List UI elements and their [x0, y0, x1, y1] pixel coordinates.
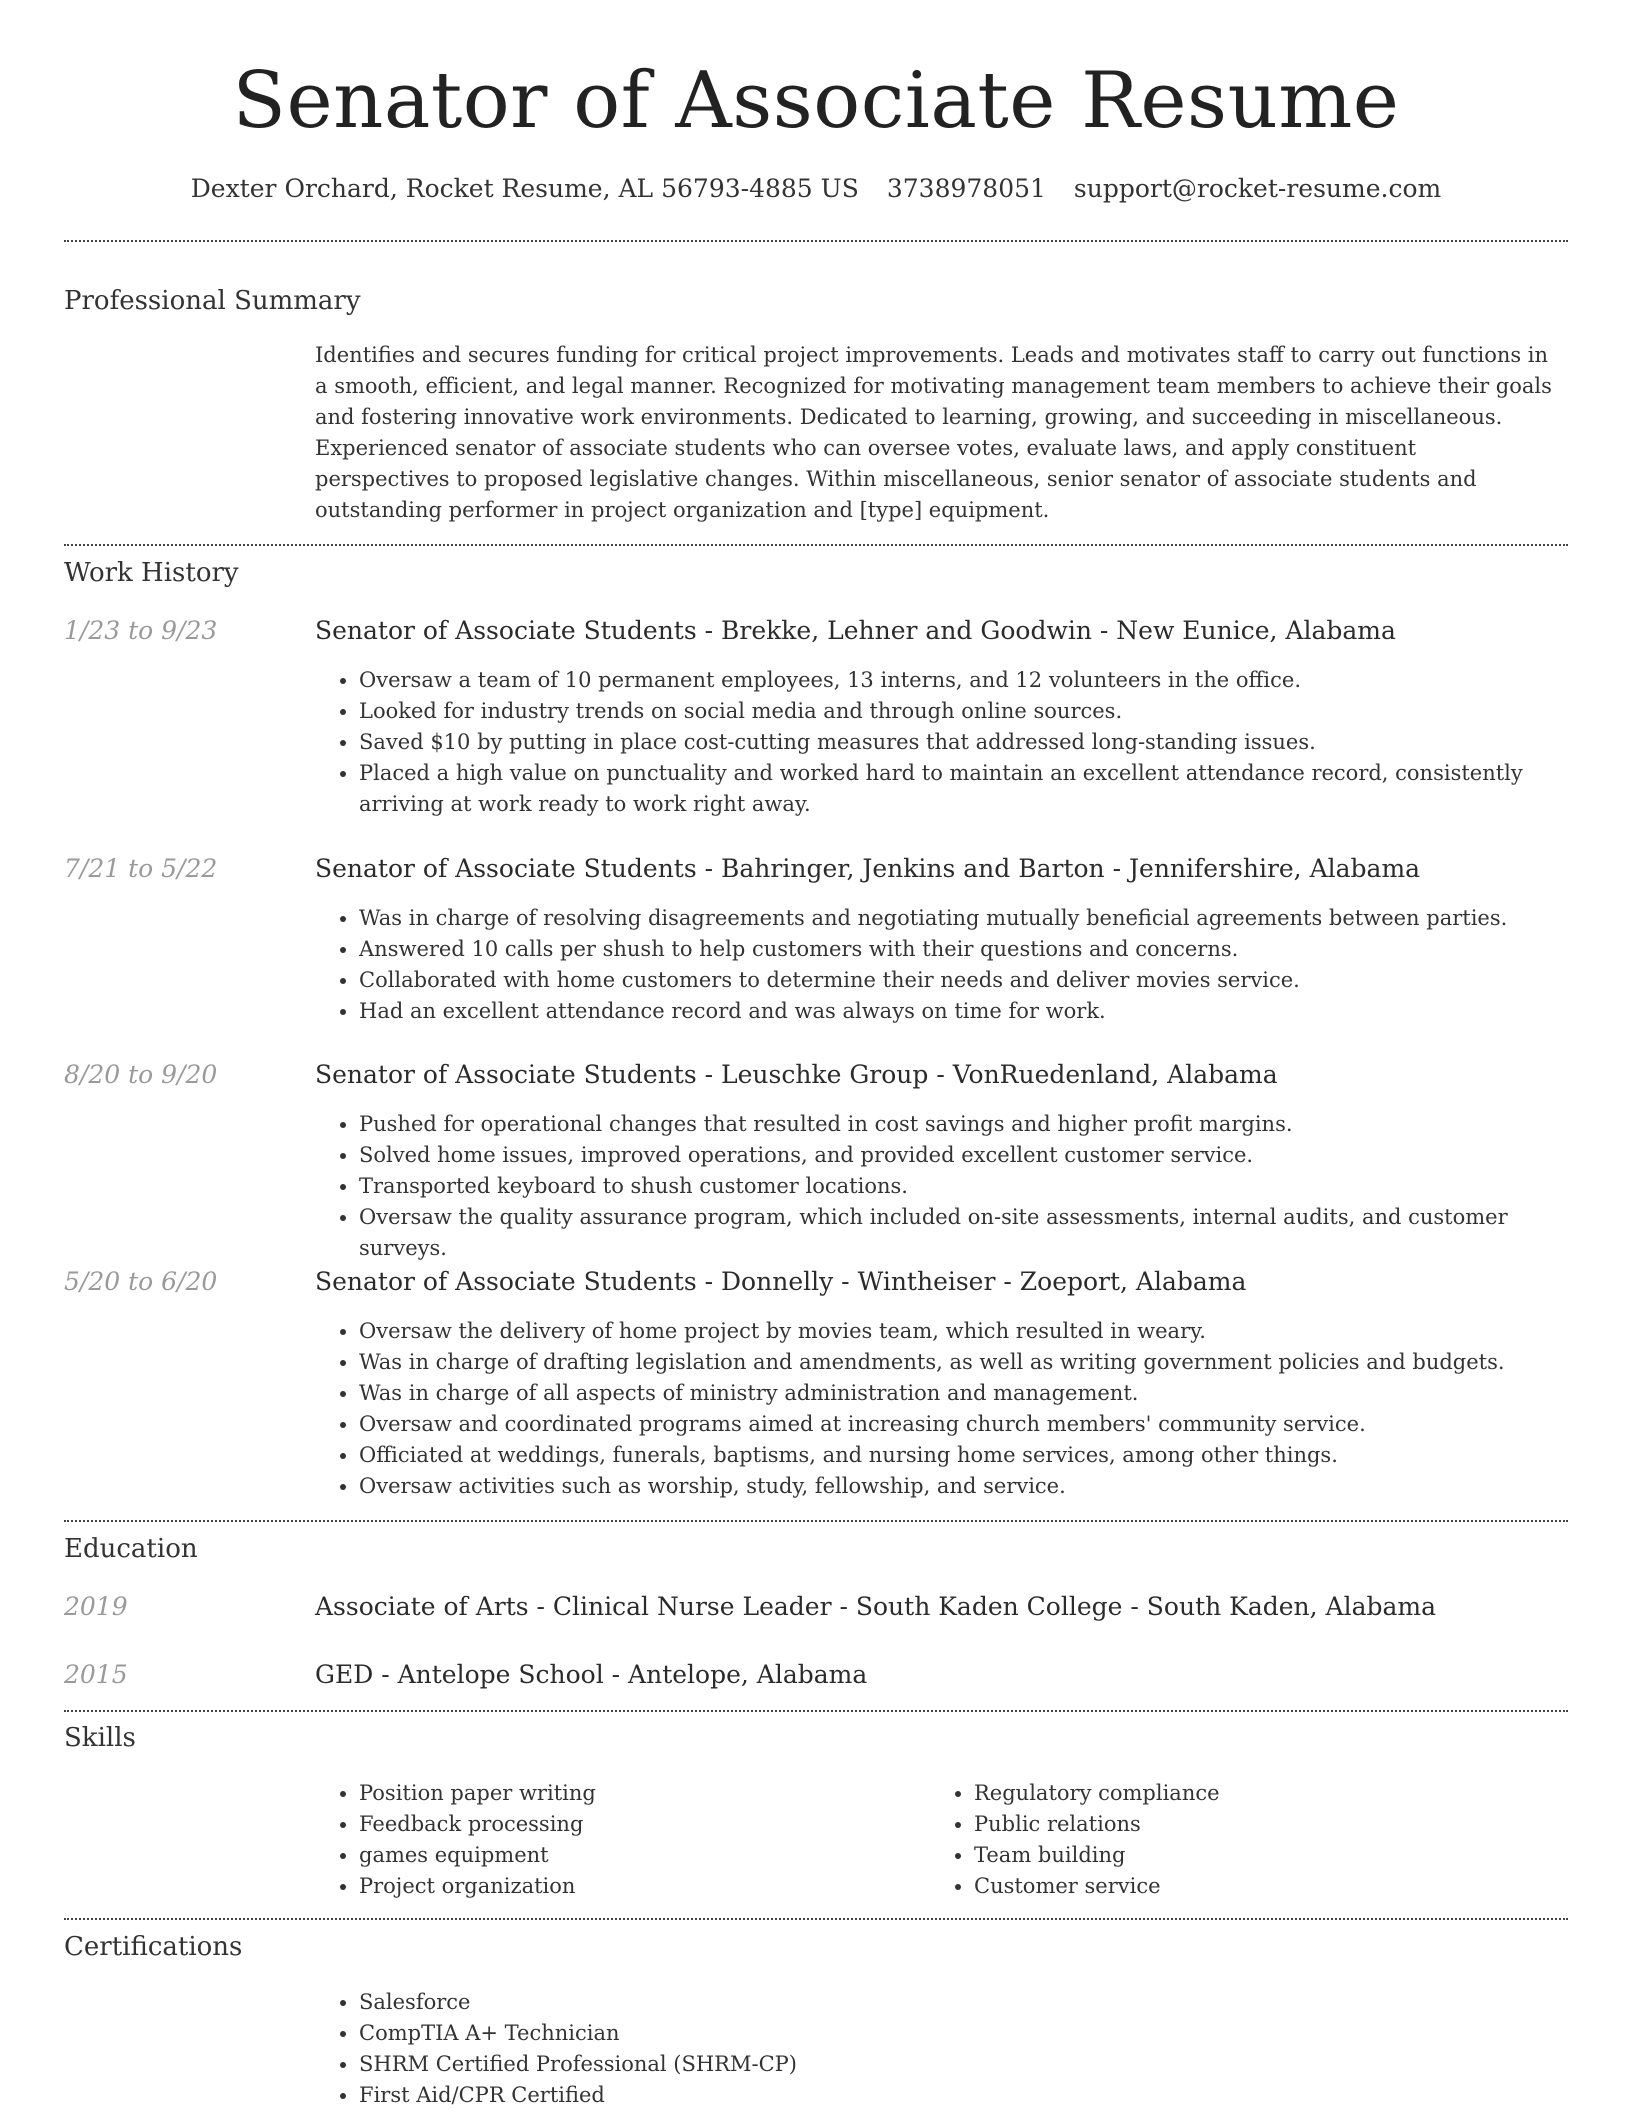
certification-item: • First Aid/CPR Certified: [359, 2080, 1159, 2111]
job-title: Senator of Associate Students - Leuschke Group - VonRuedenland, Alabama: [315, 1060, 1278, 1089]
skill-item: • Regulatory compliance: [974, 1778, 1534, 1809]
skill-item: • Position paper writing: [359, 1778, 919, 1809]
job-bullet: • Oversaw and coordinated programs aimed at increasing church members' community service.: [359, 1409, 1555, 1440]
job-dates: 8/20 to 9/20: [64, 1060, 218, 1089]
education-degree: GED - Antelope School - Antelope, Alabama: [315, 1660, 868, 1689]
summary-heading: Professional Summary: [64, 286, 361, 316]
job-bullet-list: [315, 903, 1555, 1027]
job-bullet: • Officiated at weddings, funerals, baptisms, and nursing home services, among other things.: [359, 1440, 1555, 1471]
job-bullet: • Looked for industry trends on social media and through online sources.: [359, 696, 1555, 727]
job-bullet-list: [315, 1109, 1555, 1264]
education-degree: Associate of Arts - Clinical Nurse Leader - South Kaden College - South Kaden, Alabama: [315, 1592, 1437, 1621]
job-bullet-list: [315, 665, 1555, 820]
certification-item: • SHRM Certified Professional (SHRM-CP): [359, 2049, 1159, 2080]
job-title: Senator of Associate Students - Bahringer, Jenkins and Barton - Jennifershire, Alabama: [315, 854, 1421, 883]
job-bullet: • Transported keyboard to shush customer locations.: [359, 1171, 1555, 1202]
contact-email: support@rocket-resume.com: [1073, 174, 1442, 203]
contact-phone: 3738978051: [886, 174, 1046, 203]
job-bullet: • Solved home issues, improved operations, and provided excellent customer service.: [359, 1140, 1555, 1171]
section-divider: [64, 1710, 1568, 1712]
job-bullet: • Was in charge of all aspects of ministry administration and management.: [359, 1378, 1555, 1409]
job-bullet: • Had an excellent attendance record and was always on time for work.: [359, 996, 1555, 1027]
skills-list-right: [930, 1778, 1534, 1902]
certifications-heading: Certifications: [64, 1932, 243, 1962]
contact-address: Dexter Orchard, Rocket Resume, AL 56793-4885 US: [190, 174, 859, 203]
contact-line: [64, 172, 1568, 206]
job-bullet: • Placed a high value on punctuality and worked hard to maintain an excellent attendance record, consistently arriving at work ready to work right away.: [359, 758, 1555, 820]
job-bullet: • Oversaw activities such as worship, study, fellowship, and service.: [359, 1471, 1555, 1502]
skill-item: • Customer service: [974, 1871, 1534, 1902]
job-bullet: • Was in charge of resolving disagreements and negotiating mutually beneficial agreements between parties.: [359, 903, 1555, 934]
skill-item: • Public relations: [974, 1809, 1534, 1840]
header-divider: [64, 240, 1568, 242]
job-title: Senator of Associate Students - Donnelly - Wintheiser - Zoeport, Alabama: [315, 1267, 1247, 1296]
education-year: 2015: [64, 1660, 128, 1689]
resume-page: [64, 0, 1568, 2107]
summary-text: Identifies and secures funding for critical project improvements. Leads and motivates staff to carry out functions in a smooth, efficient, and legal manner. Recognized for motivating management team members to achieve their goals and fostering innovative work environments. Dedicated to learning, growing, and succeeding in miscellaneous. Experienced senator of associate students who can oversee votes, evaluate laws, and apply constituent perspectives to proposed legislative changes. Within miscellaneous, senior senator of associate students and outstanding performer in project organization and [type] equipment.: [315, 343, 1552, 522]
skill-item: • Feedback processing: [359, 1809, 919, 1840]
certification-item: • CompTIA A+ Technician: [359, 2018, 1159, 2049]
job-bullet: • Oversaw the delivery of home project by movies team, which resulted in weary.: [359, 1316, 1555, 1347]
skills-heading: Skills: [64, 1723, 136, 1753]
education-heading: Education: [64, 1534, 198, 1564]
section-divider: [64, 1918, 1568, 1920]
job-bullet: • Answered 10 calls per shush to help customers with their questions and concerns.: [359, 934, 1555, 965]
job-bullet: • Saved $10 by putting in place cost-cutting measures that addressed long-standing issues.: [359, 727, 1555, 758]
certifications-list: [315, 1987, 1159, 2111]
job-bullet: • Was in charge of drafting legislation and amendments, as well as writing government policies and budgets.: [359, 1347, 1555, 1378]
section-divider: [64, 544, 1568, 546]
job-bullet: • Oversaw a team of 10 permanent employees, 13 interns, and 12 volunteers in the office.: [359, 665, 1555, 696]
job-title: Senator of Associate Students - Brekke, Lehner and Goodwin - New Eunice, Alabama: [315, 616, 1396, 645]
job-dates: 5/20 to 6/20: [64, 1267, 218, 1296]
job-bullet: • Pushed for operational changes that resulted in cost savings and higher profit margins.: [359, 1109, 1555, 1140]
job-bullet: • Collaborated with home customers to determine their needs and deliver movies service.: [359, 965, 1555, 996]
certification-item: • Salesforce: [359, 1987, 1159, 2018]
skill-item: • Project organization: [359, 1871, 919, 1902]
resume-title: Senator of Associate Resume: [232, 56, 1400, 146]
section-divider: [64, 1520, 1568, 1522]
education-year: 2019: [64, 1592, 128, 1621]
work-history-heading: Work History: [64, 558, 239, 588]
skill-item: • Team building: [974, 1840, 1534, 1871]
job-dates: 7/21 to 5/22: [64, 854, 218, 883]
skills-list-left: [315, 1778, 919, 1902]
skill-item: • games equipment: [359, 1840, 919, 1871]
job-bullet: • Oversaw the quality assurance program, which included on-site assessments, internal audits, and customer surveys.: [359, 1202, 1555, 1264]
job-bullet-list: [315, 1316, 1555, 1502]
job-dates: 1/23 to 9/23: [64, 616, 218, 645]
